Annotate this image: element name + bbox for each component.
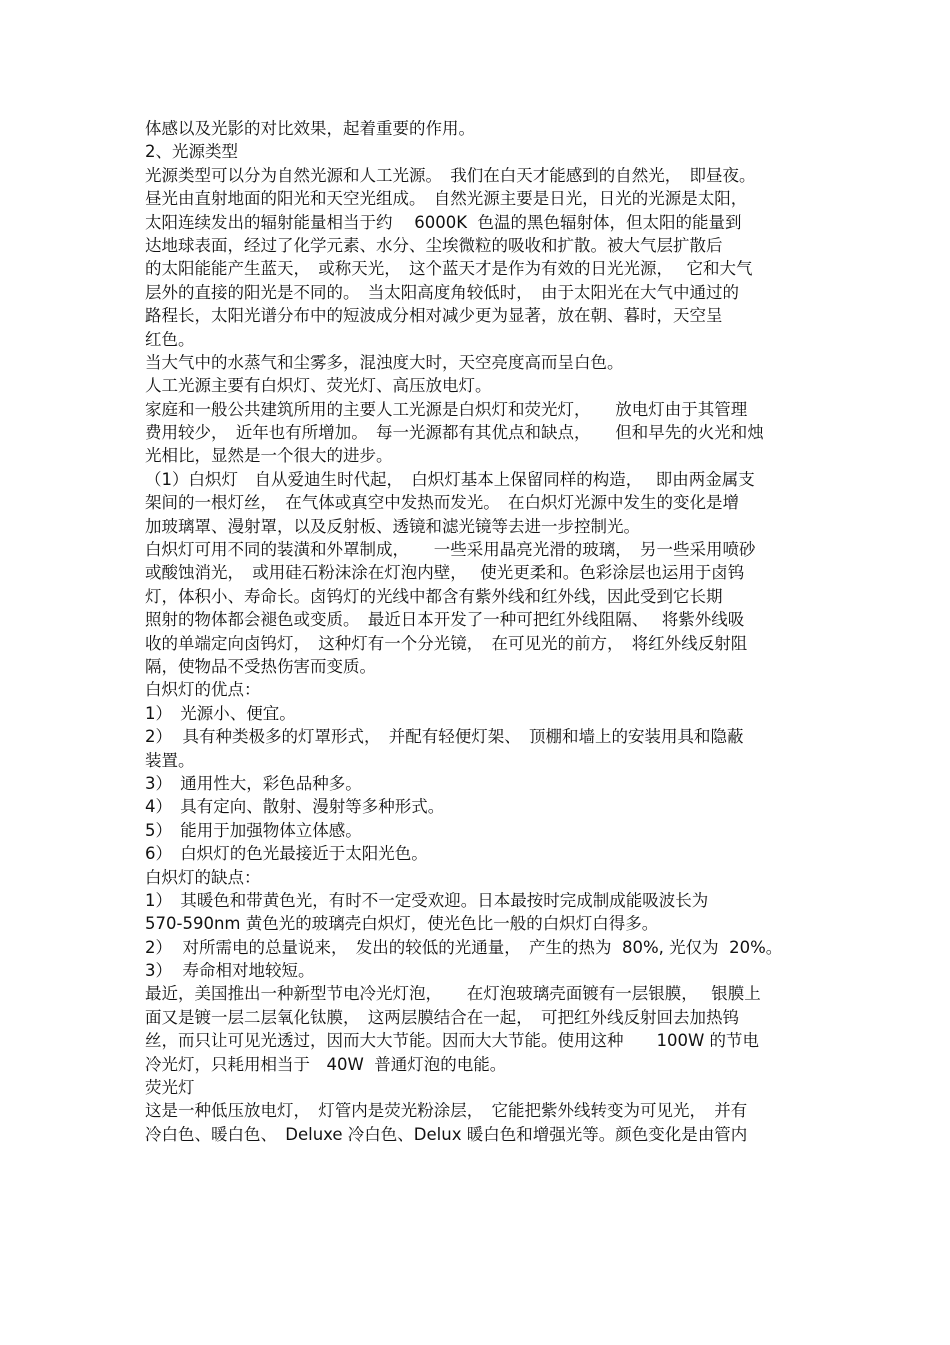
- text-line: 最近，美国推出一种新型节电冷光灯泡， 在灯泡玻璃壳面镀有一层银膜， 银膜上: [145, 984, 761, 1004]
- text-line: 光相比，显然是一个很大的进步。: [145, 446, 393, 466]
- text-line: 荧光灯: [145, 1078, 195, 1098]
- text-line: 或酸蚀消光， 或用硅石粉沫涂在灯泡内壁， 使光更柔和。色彩涂层也运用于卤钨: [145, 563, 745, 583]
- text-line: 3） 寿命相对地较短。: [145, 961, 315, 981]
- text-line: 6） 白炽灯的色光最接近于太阳光色。: [145, 844, 428, 864]
- text-line: 光源类型可以分为自然光源和人工光源。 我们在白天才能感到的自然光， 即昼夜。: [145, 165, 756, 185]
- text-line: 灯，体积小、寿命长。卤钨灯的光线中都含有紫外线和红外线，因此受到它长期: [145, 586, 723, 606]
- body-text: [145, 117, 810, 1146]
- text-line: 达地球表面，经过了化学元素、水分、尘埃微粒的吸收和扩散。被大气层扩散后: [145, 235, 723, 255]
- text-line: 2） 对所需电的总量说来， 发出的较低的光通量， 产生的热为 80%, 光仅为 20%。: [145, 937, 783, 957]
- text-line: 隔，使物品不受热伤害而变质。: [145, 656, 376, 676]
- text-line: 架间的一根灯丝， 在气体或真空中发热而发光。 在白炽灯光源中发生的变化是增: [145, 493, 739, 513]
- text-line: 面又是镀一层二层氧化钛膜， 这两层膜结合在一起， 可把红外线反射回去加热钨: [145, 1007, 739, 1027]
- text-line: 照射的物体都会褪色或变质。 最近日本开发了一种可把红外线阻隔、 将紫外线吸: [145, 610, 745, 630]
- text-line: 太阳连续发出的辐射能量相当于约 6000K 色温的黑色辐射体，但太阳的能量到: [145, 212, 742, 232]
- text-line: 装置。: [145, 750, 195, 770]
- text-line: 白炽灯可用不同的装潢和外罩制成， 一些采用晶亮光滑的玻璃， 另一些采用喷砂: [145, 540, 756, 560]
- text-line: 层外的直接的阳光是不同的。 当太阳高度角较低时， 由于太阳光在大气中通过的: [145, 282, 739, 302]
- text-line: 570-590nm 黄色光的玻璃壳白炽灯，使光色比一般的白炽灯白得多。: [145, 914, 659, 934]
- text-line: 3） 通用性大，彩色品种多。: [145, 773, 362, 793]
- text-line: 冷光灯，只耗用相当于 40W 普通灯泡的电能。: [145, 1054, 507, 1074]
- text-line: 5） 能用于加强物体立体感。: [145, 820, 362, 840]
- text-line: 白炽灯的优点：: [145, 680, 261, 700]
- text-line: 冷白色、暖白色、 Deluxe 冷白色、Delux 暖白色和增强光等。颜色变化是由管内: [145, 1124, 748, 1144]
- text-line: 1） 光源小、便宜。: [145, 703, 296, 723]
- text-line: 收的单端定向卤钨灯， 这种灯有一个分光镜， 在可见光的前方， 将红外线反射阻: [145, 633, 748, 653]
- text-line: （1）白炽灯 自从爱迪生时代起， 白炽灯基本上保留同样的构造， 即由两金属支: [145, 469, 755, 489]
- text-line: 体感以及光影的对比效果，起着重要的作用。: [145, 119, 475, 138]
- text-line: 加玻璃罩、漫射罩，以及反射板、透镜和滤光镜等去进一步控制光。: [145, 516, 640, 536]
- text-line: 红色。: [145, 329, 195, 349]
- text-line: 2） 具有种类极多的灯罩形式， 并配有轻便灯架、 顶棚和墙上的安装用具和隐蔽: [145, 727, 744, 747]
- text-line: 4） 具有定向、散射、漫射等多种形式。: [145, 797, 445, 817]
- text-line: 家庭和一般公共建筑所用的主要人工光源是白炽灯和荧光灯， 放电灯由于其管理: [145, 399, 748, 419]
- text-line: 当大气中的水蒸气和尘雾多，混浊度大时，天空亮度高而呈白色。: [145, 352, 624, 372]
- text-line: 2、光源类型: [145, 142, 238, 162]
- text-line: 白炽灯的缺点：: [145, 867, 261, 887]
- text-line: 这是一种低压放电灯， 灯管内是荧光粉涂层， 它能把紫外线转变为可见光， 并有: [145, 1101, 748, 1121]
- text-line: 人工光源主要有白炽灯、荧光灯、高压放电灯。: [145, 376, 492, 396]
- text-line: 的太阳能能产生蓝天， 或称天光， 这个蓝天才是作为有效的日光光源， 它和大气: [145, 259, 753, 279]
- text-line: 1） 其暖色和带黄色光，有时不一定受欢迎。日本最按时完成制成能吸波长为: [145, 890, 709, 910]
- text-line: 昼光由直射地面的阳光和天空光组成。 自然光源主要是日光，日光的光源是太阳，: [145, 189, 748, 209]
- text-line: 路程长，太阳光谱分布中的短波成分相对减少更为显著，放在朝、暮时，天空呈: [145, 306, 723, 326]
- text-line: 丝，而只让可见光透过，因而大大节能。因而大大节能。使用这种 100W 的节电: [145, 1031, 760, 1051]
- text-line: 费用较少， 近年也有所增加。 每一光源都有其优点和缺点， 但和早先的火光和烛: [145, 423, 764, 443]
